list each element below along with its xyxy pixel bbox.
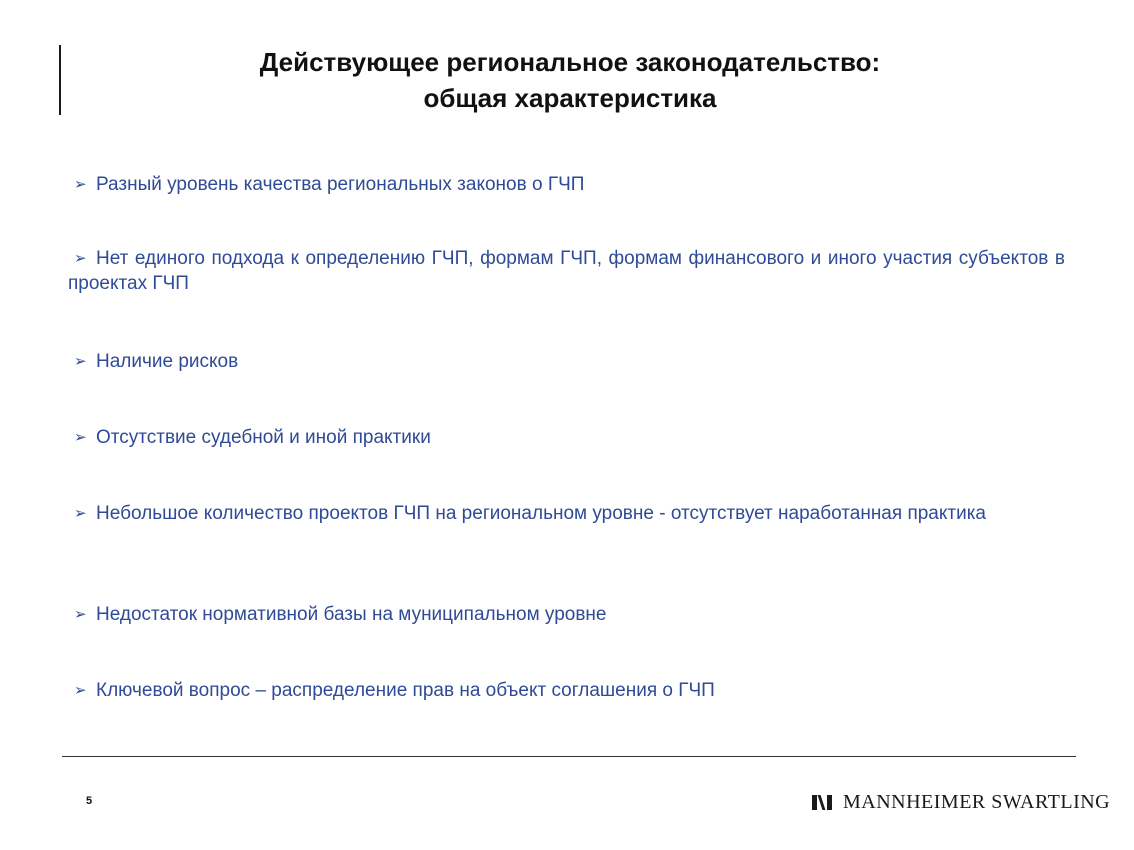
bullet-text: Наличие рисков (96, 351, 239, 372)
bullet-text: Небольшое количество проектов ГЧП на региональном уровне - отсутствует наработанная практика (96, 503, 987, 524)
bullet-text: Нет единого подхода к определению ГЧП, формам ГЧП, формам финансового и иного участия субъектов в проектах ГЧП (68, 248, 1065, 294)
bullet-text: Недостаток нормативной базы на муниципальном уровне (96, 604, 607, 625)
slide-title-line-1: Действующее региональное законодательство: (259, 47, 881, 77)
footer-divider (62, 756, 1076, 757)
arrow-bullet-icon: ➢ (74, 606, 87, 623)
page-number: 5 (86, 795, 93, 807)
arrow-bullet-icon: ➢ (74, 250, 87, 267)
company-logo (812, 790, 1110, 814)
arrow-bullet-icon: ➢ (74, 429, 87, 446)
bullet-item (68, 246, 1065, 296)
bullet-item (68, 172, 1065, 197)
bullet-text: Отсутствие судебной и иной практики (96, 427, 431, 448)
logo-mark-icon (812, 795, 834, 810)
logo-text: MANNHEIMER SWARTLING (843, 790, 1111, 813)
slide-title (80, 44, 1060, 116)
arrow-bullet-icon: ➢ (74, 353, 87, 370)
bullet-text: Ключевой вопрос – распределение прав на объект соглашения о ГЧП (96, 680, 715, 701)
arrow-bullet-icon: ➢ (74, 682, 87, 699)
arrow-bullet-icon: ➢ (74, 176, 87, 193)
arrow-bullet-icon: ➢ (74, 505, 87, 522)
slide-title-line-2: общая характеристика (423, 83, 717, 113)
bullet-text: Разный уровень качества региональных законов о ГЧП (96, 174, 585, 195)
bullet-item (68, 602, 1065, 627)
bullet-item (68, 425, 1065, 450)
title-accent-bar (59, 45, 61, 115)
bullet-item (68, 678, 1065, 703)
bullet-item (68, 501, 1065, 526)
bullet-item (68, 349, 1065, 374)
